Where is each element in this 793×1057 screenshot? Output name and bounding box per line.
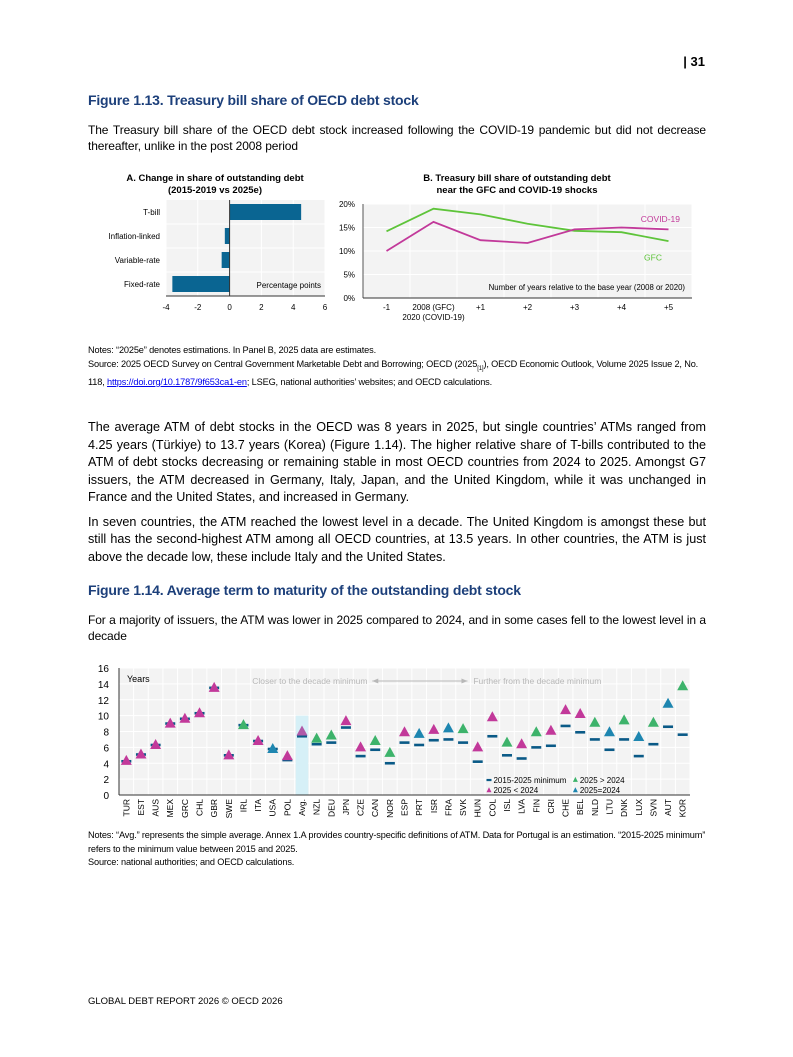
minimum-marker xyxy=(487,735,497,738)
x-tick-label: GRC xyxy=(179,799,190,818)
figure-1-13-notes xyxy=(88,344,713,389)
source-line: Source: national authorities; and OECD calculations. xyxy=(88,857,295,867)
x-tick-label: JPN xyxy=(340,799,351,816)
x-tick-label: CZE xyxy=(355,799,366,816)
minimum-marker xyxy=(517,757,527,760)
category-label: Variable-rate xyxy=(114,256,160,265)
x-tick-label: IRL xyxy=(238,799,249,813)
panel-b-title: B. Treasury bill share of outstanding debt xyxy=(423,173,611,184)
x-tick-label: SWE xyxy=(223,799,234,819)
notes-line: Notes: “2025e” denotes estimations. In Panel B, 2025 data are estimates. xyxy=(88,345,376,355)
x-tick-label: PRT xyxy=(414,799,425,816)
panel-a-bar-chart xyxy=(88,168,338,318)
source-line: Source: 2025 OECD Survey on Central Government Marketable Debt and Borrowing; OECD $(2025_{[1]})$, OECD Economic Outlook, Volume 2025 Issue 2, No. 118, https://doi.org/10.1787/9f653ca1-en; LSEG, national authorities’ websites; and OECD calculations. xyxy=(88,358,699,387)
minimum-marker xyxy=(634,755,644,758)
x-axis-label: Number of years relative to the base year (2008 or 2020) xyxy=(488,283,685,292)
body-text xyxy=(88,419,706,573)
minimum-marker xyxy=(341,726,351,729)
annotation-further: Further from the decade minimum xyxy=(473,676,602,686)
x-tick-label: +3 xyxy=(569,303,580,312)
y-tick-label: 0% xyxy=(343,294,355,303)
x-tick-label: 0 xyxy=(227,303,232,312)
x-tick-label: ISR xyxy=(428,799,439,814)
x-tick-label: BEL xyxy=(575,799,586,816)
panel-b-subtitle: near the GFC and COVID-19 shocks xyxy=(436,185,598,196)
figure-1-14-subtitle: For a majority of issuers, the ATM was lower in 2025 compared to 2024, and in some cases fell to the lowest level in a decade xyxy=(88,613,706,643)
x-tick-label: SVK xyxy=(458,799,469,817)
page-number: | 31 xyxy=(683,54,705,69)
bar-t-bill xyxy=(230,204,302,220)
minimum-marker xyxy=(604,748,614,751)
minimum-marker xyxy=(356,755,366,758)
y-tick-label: 5% xyxy=(343,270,355,280)
minimum-marker xyxy=(370,748,380,751)
x-tick-label: COL xyxy=(487,799,498,817)
x-tick-label: ITA xyxy=(253,799,264,812)
x-tick-label: NZL xyxy=(311,799,322,816)
x-tick-label: MEX xyxy=(165,799,176,818)
x-tick-label: LTU xyxy=(604,799,615,815)
y-axis-label: Years xyxy=(127,674,150,684)
x-tick-label: Avg. xyxy=(297,799,308,816)
x-tick-label: HUN xyxy=(472,799,483,818)
minimum-marker xyxy=(648,743,658,746)
x-tick-label: EST xyxy=(135,799,146,816)
panel-a-title: A. Change in share of outstanding debt xyxy=(126,173,304,184)
y-tick-label: 15% xyxy=(338,223,355,233)
y-tick-label: 20% xyxy=(338,200,355,209)
minimum-marker xyxy=(443,738,453,741)
x-tick-label: FIN xyxy=(531,799,542,813)
panel-a-subtitle: (2015-2019 vs 2025e) xyxy=(167,185,263,196)
legend-covid: COVID-19 xyxy=(640,213,680,224)
minimum-marker xyxy=(473,760,483,763)
x-tick-label: -4 xyxy=(162,303,170,312)
x-tick-label: CAN xyxy=(370,799,381,817)
minimum-marker xyxy=(502,754,512,757)
minimum-marker xyxy=(326,741,336,744)
legend-minimum: 2015-2025 minimum xyxy=(493,775,567,785)
x-tick-label: ESP xyxy=(399,799,410,817)
figure-1-13-title: Figure 1.13. Treasury bill share of OECD debt stock xyxy=(88,92,419,108)
minimum-marker xyxy=(663,725,673,728)
y-tick-label: 10 xyxy=(97,711,109,723)
minimum-marker xyxy=(546,744,556,747)
x-tick-label: +2 xyxy=(522,303,533,312)
panel-b-line-chart xyxy=(335,168,715,333)
legend-higher: 2025 > 2024 xyxy=(579,775,625,785)
minimum-marker xyxy=(400,741,410,744)
minimum-marker xyxy=(678,733,688,736)
y-tick-label: 0 xyxy=(103,791,109,802)
x-tick-label: CHE xyxy=(560,799,571,817)
x-tick-label: FRA xyxy=(443,799,454,816)
x-tick-label: LUX xyxy=(633,799,644,816)
y-tick-label: 6 xyxy=(103,743,109,755)
page-footer: GLOBAL DEBT REPORT 2026 © OECD 2026 xyxy=(88,996,283,1007)
minimum-marker xyxy=(429,739,439,742)
x-tick-label: NOR xyxy=(384,799,395,818)
y-tick-label: 16 xyxy=(97,664,109,675)
bar-variable-rate xyxy=(222,252,230,268)
minimum-marker xyxy=(590,738,600,741)
x-tick-label: DEU xyxy=(326,799,337,817)
legend-lower: 2025 < 2024 xyxy=(493,786,539,796)
x-tick-label: LVA xyxy=(516,799,527,814)
x-tick-label: CRI xyxy=(545,799,556,814)
figure-1-14-notes xyxy=(88,829,713,870)
x-tick-label: 2 xyxy=(259,303,264,312)
x-tick-label: DNK xyxy=(619,799,630,817)
y-tick-label: 12 xyxy=(97,695,109,707)
x-tick-label: 6 xyxy=(322,303,328,312)
minimum-marker xyxy=(561,725,571,728)
minimum-marker xyxy=(312,743,322,746)
legend-gfc: GFC xyxy=(644,252,662,263)
annotation-closer: Closer to the decade minimum xyxy=(252,676,368,686)
x-tick-label: POL xyxy=(282,799,293,817)
y-tick-label: 2 xyxy=(103,775,109,787)
bar-fixed-rate xyxy=(172,276,229,292)
doi-link[interactable]: https://doi.org/10.1787/9f653ca1-en xyxy=(107,376,247,387)
legend-equal: 2025=2024 xyxy=(579,786,621,796)
minimum-marker xyxy=(414,744,424,747)
minimum-marker xyxy=(385,762,395,765)
category-label: Inflation-linked xyxy=(108,232,160,241)
category-label: Fixed-rate xyxy=(123,280,160,289)
x-tick-label: AUT xyxy=(663,799,674,816)
y-tick-label: 10% xyxy=(338,247,355,256)
y-tick-label: 4 xyxy=(103,759,109,771)
y-tick-label: 8 xyxy=(103,727,109,739)
minimum-marker xyxy=(619,738,629,741)
x-tick-label: +1 xyxy=(475,303,486,312)
x-tick-label: -1 xyxy=(382,303,391,312)
x-tick-label: NLD xyxy=(589,799,600,817)
y-tick-label: 14 xyxy=(97,679,109,691)
notes-line: Notes: “Avg.” represents the simple average. Annex 1.A provides country-specific definitions of ATM. Data for Portugal is an estimation. “2015-2025 minimum” refers to the minimum value between 2015 and 2025. xyxy=(88,830,706,854)
x-tick-label: +5 xyxy=(663,303,674,312)
body-paragraph-1: The average ATM of debt stocks in the OECD was 8 years in 2025, but single countries’ ATMs ranged from 4.25 years (Türkiye) to 13.7 years (Korea) (Figure 1.14). The higher relative share of T-bills contributed to the ATM of debt stocks decreasing or remaining stable in most OECD countries from 2024 to 2025. Amongst G7 issuers, the ATM decreased in Germany, Italy, Japan, and the United Kingdom, while it was unchanged in France and the United States, and increased in Germany. xyxy=(88,420,706,504)
minimum-marker xyxy=(531,746,541,749)
x-tick-label: AUS xyxy=(150,799,161,817)
x-tick-label: SVN xyxy=(648,799,659,817)
reference-marker[interactable]: [1] xyxy=(477,365,484,372)
x-tick-label: CHL xyxy=(194,799,205,817)
x-tick-label: ISL xyxy=(501,799,512,812)
x-tick-label: TUR xyxy=(121,799,132,817)
body-paragraph-2: In seven countries, the ATM reached the lowest level in a decade. The United Kingdom is amongst these but still has the second-highest ATM among all OECD countries, at 13.5 years. In other countries, the ATM is just above the decade low, these include Italy and the United States. xyxy=(88,514,706,564)
x-tick-label: GBR xyxy=(209,799,220,818)
figure-1-14-title: Figure 1.14. Average term to maturity of the outstanding debt stock xyxy=(88,582,521,598)
minimum-marker xyxy=(575,731,585,734)
x-tick-label: +4 xyxy=(616,303,627,312)
figure-1-13-subtitle: The Treasury bill share of the OECD debt stock increased following the COVID-19 pandemic but did not decrease thereafter, unlike in the post 2008 period xyxy=(88,123,706,153)
x-tick-label: KOR xyxy=(677,799,688,818)
atm-scatter-chart xyxy=(88,658,713,826)
x-tick-label: 2008 (GFC) xyxy=(412,303,455,312)
x-tick-label: USA xyxy=(267,799,278,817)
x-tick-label-line2: 2020 (COVID-19) xyxy=(402,313,465,322)
x-tick-label: -2 xyxy=(194,303,202,312)
category-label: T-bill xyxy=(143,208,160,217)
x-tick-label: 4 xyxy=(290,303,296,312)
bar-inflation-linked xyxy=(225,228,230,244)
x-axis-label: Percentage points xyxy=(256,281,321,290)
minimum-marker xyxy=(458,741,468,744)
